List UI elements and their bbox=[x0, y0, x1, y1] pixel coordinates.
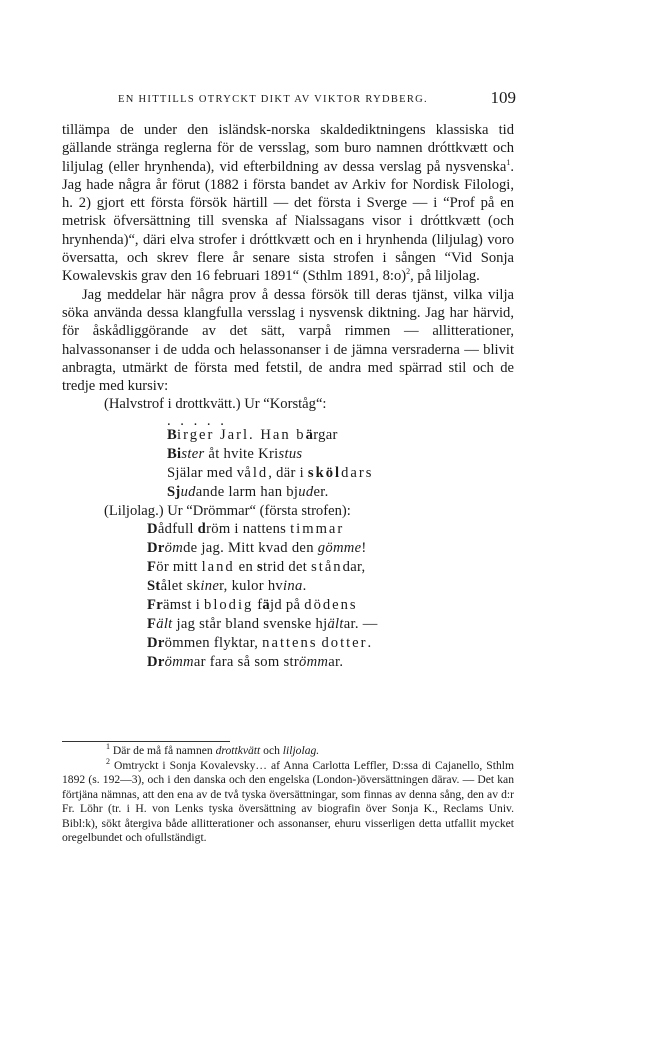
verse-line: Bister åt hvite Kristus bbox=[167, 445, 303, 462]
paragraph-1-text-b: . Jag hade några år förut (1882 i första bandet av Arkiv for Nordisk Filologi, h. 2) gjort ett första försök härtill — det första i Sverge — i “Prof på en metrisk öfversättning till svenska af Nialssagans visor i dróttkvætt (och hrynhenda)“, däri elva strofer i dróttkvætt och en i hrynhenda (liljulag) voro översatta, och skrev flere år senare sista strofen i sången “Vid Sonja Kowalevskis grav den 16 februari 1891“ (Sthlm 1891, 8:o) bbox=[62, 158, 514, 285]
verse-line: Sjudande larm han bjuder. bbox=[167, 483, 329, 500]
verse-line: Dådfull dröm i nattens timmar bbox=[147, 521, 345, 538]
running-header bbox=[118, 88, 516, 112]
paragraph-1-text: tillämpa de under den isländsk-norska skaldediktningens klassiska tid gällande stränga reglerna för de versslag, som buro namnen dróttkvætt och liljulag (eller hrynhenda), vid efterbildning av dessa verslag på nysvenska bbox=[62, 122, 514, 175]
main-text bbox=[62, 121, 514, 672]
verse-intro-2: (Liljolag.) Ur “Drömmar“ (första strofen): bbox=[104, 502, 351, 519]
paragraph-1 bbox=[62, 121, 514, 286]
verse-drottkvatt bbox=[62, 426, 514, 502]
verse-line: För mitt land en strid det ståndar, bbox=[147, 559, 366, 576]
running-title: EN HITTILLS OTRYCKT DIKT AV VIKTOR RYDBERG. bbox=[118, 94, 428, 105]
footnote-ref-2: 2 bbox=[406, 267, 411, 277]
footnote-2: $^2$ Omtryckt i Sonja Kovalevsky… af Anna Carlotta Leffler, D:ssa di Cajanello, Sthlm 1892 (s. 192—3), och i den danska och den engelska (London-)översättningen därav. — Det kan förtjäna nämnas, att den ena av de två tyska översättningar, som finnas av denna sång, den av d:r Fr. Löhr (tr. i H. von Lenks tyska översättning av biografin över Sonja K., Reclams Univ. Bibl:k), sökt återgiva både allitterationer och assonanser, ehuru visserligen detta utfallit mycket oregelbundet och ofullständigt. bbox=[62, 756, 514, 844]
page-number: 109 bbox=[490, 88, 516, 107]
verse-line: Drömmen flyktar, nattens dotter. bbox=[147, 635, 372, 652]
verse-line: Birger Jarl. Han bärgar bbox=[167, 426, 338, 443]
verse-line: Stålet skiner, kulor hvina. bbox=[147, 578, 307, 595]
paragraph-2: Jag meddelar här några prov å dessa försök till deras tjänst, vilka vilja söka använda dessa klangfulla versslag i nysvensk diktning. Jag har härvid, för åskådliggörande av det sätt, varpå rimmen — allitterationer, halvassonanser i de udda och helassonanser i de jämna versraderna — blivit anbragta, utmärkt de första med fetstil, de andra med spärrad stil och de tredje med kursiv: bbox=[62, 286, 514, 395]
verse-intro-1: (Halvstrof i drottkvätt.) Ur “Korståg“: bbox=[104, 396, 327, 413]
ellipsis-dots: . . . . . bbox=[167, 412, 227, 429]
verse-line: Främst i blodig fäjd på dödens bbox=[147, 597, 358, 614]
paragraph-1-text-c: , på liljolag. bbox=[410, 268, 480, 285]
verse-line: Själar med våld, där i sköldars bbox=[167, 464, 374, 481]
footnotes bbox=[62, 744, 514, 846]
verse-liljolag bbox=[62, 520, 514, 672]
verse-line: Drömmar fara så som strömmar. bbox=[147, 654, 344, 671]
verse-line: Drömde jag. Mitt kvad den gömme! bbox=[147, 540, 367, 557]
footnote-ref-1: 1 bbox=[506, 157, 511, 167]
footnote-divider bbox=[62, 741, 230, 742]
footnote-1: $^1$ Där de må få namnen drottkvätt och liljolag. bbox=[106, 742, 320, 757]
verse-line: Fält jag står bland svenske hjältar. — bbox=[147, 616, 378, 633]
